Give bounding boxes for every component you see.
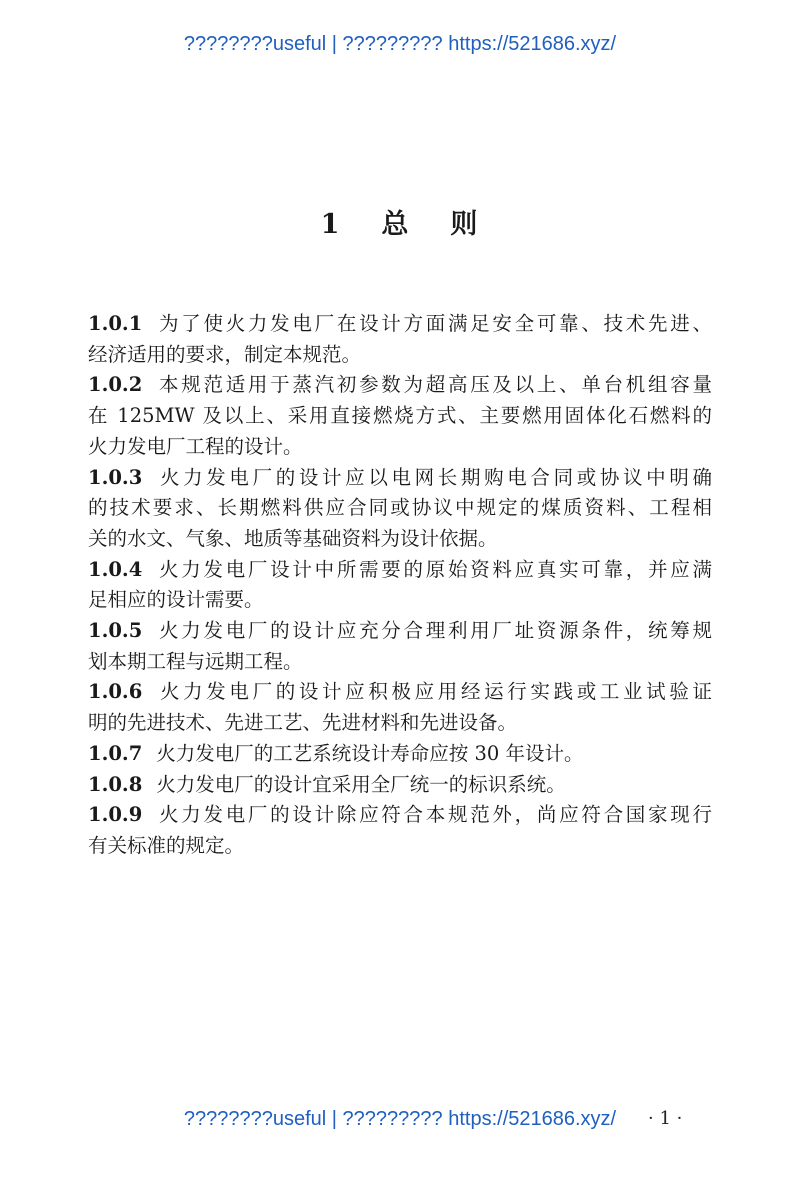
clause-number: 1.0.9 [88,803,143,827]
clause-line [88,616,712,647]
clause-line [88,585,712,616]
clause-line [88,647,712,678]
clause-line [88,432,712,463]
clause-text: 关的水文、气象、地质等基础资料为设计依据。 [88,526,498,550]
clause-number: 1.0.2 [88,373,143,397]
clause [88,309,712,370]
clause-text: 足相应的设计需要。 [88,588,264,612]
clause-text: 火力发电厂的工艺系统设计寿命应按 30 年设计。 [156,741,584,765]
clause [88,370,712,462]
clause [88,800,712,861]
clause-number: 1.0.8 [88,772,143,796]
watermark-bottom: ????????useful | ????????? https://521686.xyz/ [183,1108,617,1130]
clause-text: 火力发电厂的设计除应符合本规范外，尚应符合国家现行 [156,803,712,827]
clause-line [88,708,712,739]
clause-number: 1.0.7 [88,741,143,765]
clause-line [88,831,712,862]
clause-text: 在 125MW 及以上、采用直接燃烧方式、主要燃用固体化石燃料的 [88,404,712,428]
clause-line [88,370,712,401]
clause-text: 火力发电厂设计中所需要的原始资料应真实可靠，并应满 [156,557,712,581]
section-title [0,202,800,241]
clause-line [88,309,712,340]
clause-number: 1.0.6 [88,680,143,704]
clause-text: 明的先进技术、先进工艺、先进材料和先进设备。 [88,711,518,735]
clause-line [88,555,712,586]
clause-line [88,340,712,371]
clause-line [88,463,712,494]
clause-line [88,524,712,555]
clause-number: 1.0.4 [88,557,143,581]
clause-number: 1.0.5 [88,619,143,643]
watermark-top: ????????useful | ????????? https://521686.xyz/ [183,33,617,55]
clause [88,739,712,770]
clauses-body [88,309,712,862]
clause-line [88,493,712,524]
clause [88,677,712,738]
clause [88,770,712,801]
clause-line [88,739,712,770]
clause-text: 火力发电厂的设计应积极应用经运行实践或工业试验证 [156,680,712,704]
clause [88,463,712,555]
clause-text: 火力发电厂工程的设计。 [88,434,303,458]
clause-text: 为了使火力发电厂在设计方面满足安全可靠、技术先进、 [156,312,712,335]
clause-text: 有关标准的规定。 [88,833,245,857]
clause [88,616,712,677]
section-title-word: 则 [450,209,480,240]
clause-line [88,800,712,831]
clause-line [88,770,712,801]
clause-text: 本规范适用于蒸汽初参数为超高压及以上、单台机组容量 [156,373,712,397]
clause-text: 划本期工程与远期工程。 [88,649,303,673]
section-number: 1 [320,209,342,240]
section-title-word: 总 [381,209,411,240]
clause-text: 火力发电厂的设计应以电网长期购电合同或协议中明确 [156,465,712,489]
clause-text: 的技术要求、长期燃料供应合同或协议中规定的煤质资料、工程相 [88,496,712,520]
clause-number: 1.0.1 [88,312,143,335]
clause [88,555,712,616]
page-number: · 1 · [648,1108,683,1129]
clause-line [88,677,712,708]
clause-line [88,401,712,432]
clause-text: 火力发电厂的设计应充分合理利用厂址资源条件，统筹规 [156,619,712,643]
clause-number: 1.0.3 [88,465,143,489]
clause-text: 火力发电厂的设计宜采用全厂统一的标识系统。 [156,772,566,796]
clause-text: 经济适用的要求，制定本规范。 [88,342,362,366]
